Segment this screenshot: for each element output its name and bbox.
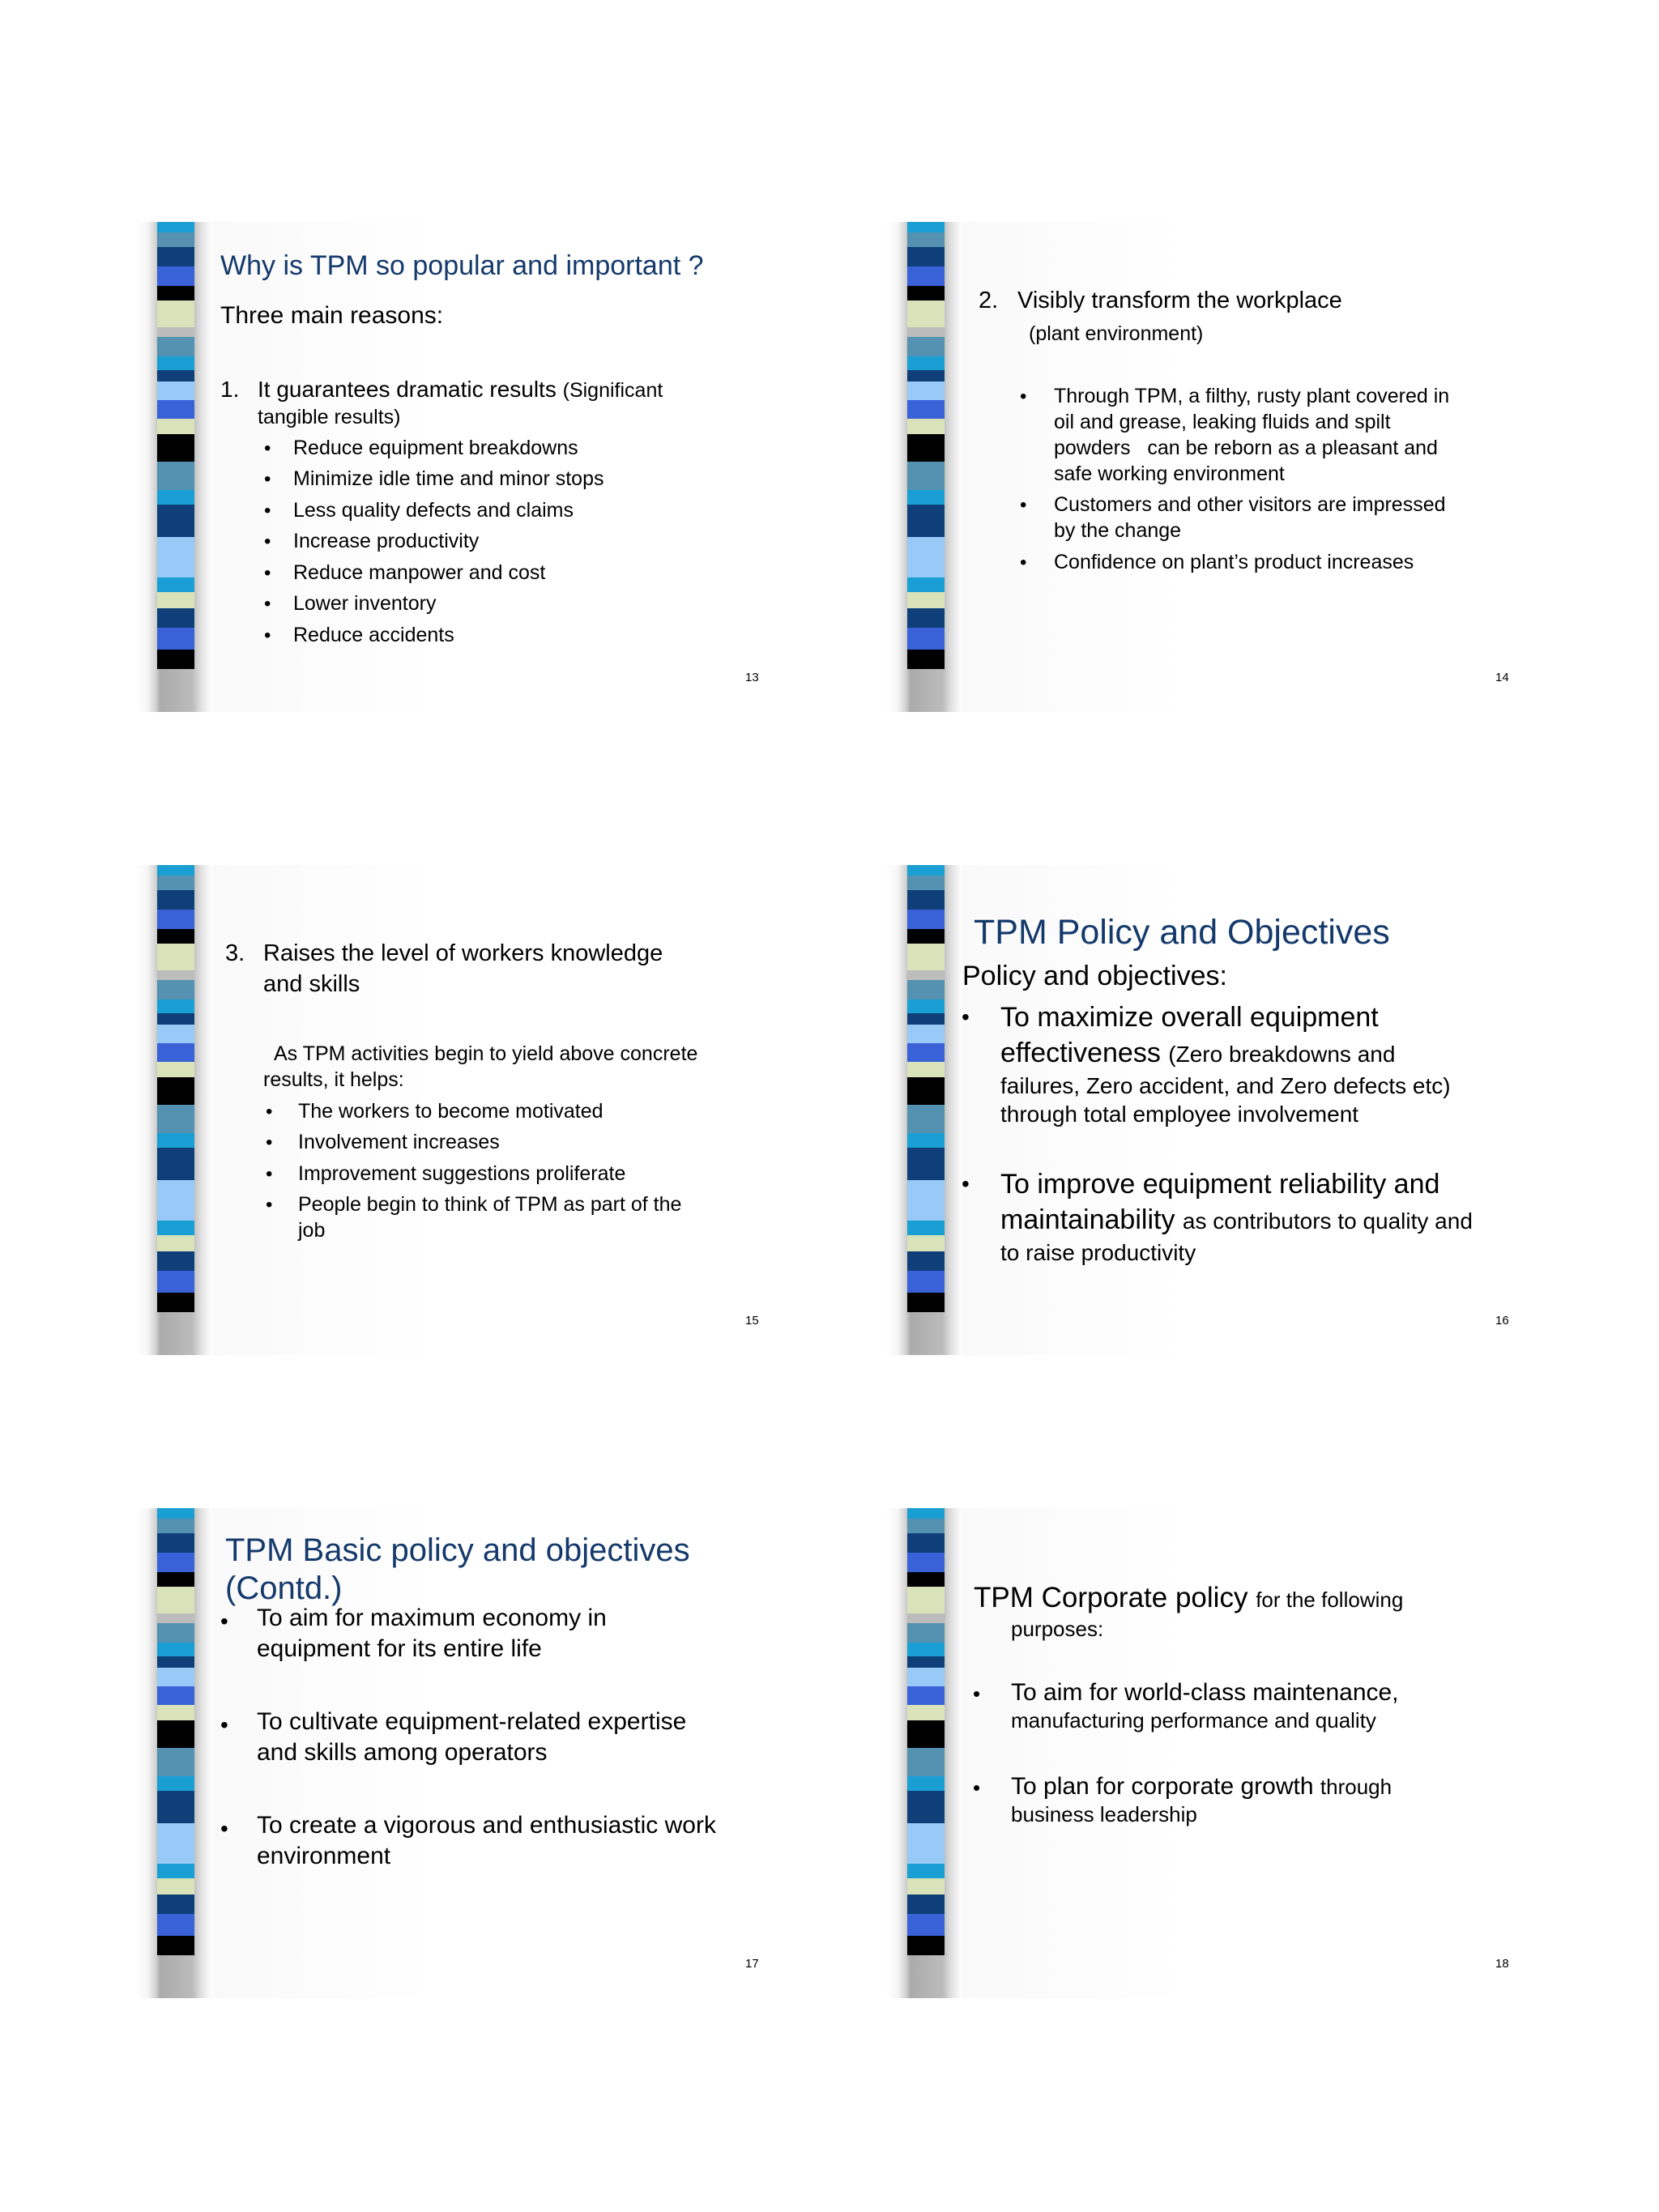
stripe-segment [907,999,945,1013]
stripe-segment [907,1090,945,1105]
stripe-segment [157,1572,194,1587]
objective-item: To create a vigorous and enthusiastic work [257,1812,716,1839]
stripe-segment [157,944,194,970]
slide-title: TPM Policy and Objectives [974,913,1390,952]
stripe-segment [157,1271,194,1293]
stripe-segment [157,337,194,356]
list-item: Minimize idle time and minor stops [293,467,604,490]
stripe-segment [907,381,945,400]
slide-heading [974,1581,1403,1615]
stripe-segment [157,1656,194,1668]
heading-strong: TPM Corporate policy [974,1582,1248,1613]
stripe-segment [157,1221,194,1235]
objective-note: as contributors to quality and [1182,1208,1473,1234]
objective-item: To aim for maximum economy in [257,1605,607,1631]
stripe-segment [907,1062,945,1077]
stripe-segment [157,1013,194,1025]
subtitle: Policy and objectives: [962,961,1227,991]
slide-15 [136,865,776,1355]
stripe-segment [907,559,945,578]
stripe-segment [157,910,194,929]
stripe-segment [157,381,194,400]
slide-title: Why is TPM so popular and important ? [220,250,704,281]
list-item: People begin to think of TPM as part of the [298,1193,682,1216]
stripe-segment [157,1587,194,1613]
stripe-segment [907,1148,945,1154]
stripe-segment [157,1025,194,1043]
slide-17 [136,1508,776,1998]
stripe-segment [907,1043,945,1062]
stripe-segment [907,1293,945,1312]
stripe-segment [907,1180,945,1202]
bullet: • [973,1775,981,1800]
list-item: Customers and other visitors are impressed [1054,493,1446,516]
stripe-segment [157,1043,194,1062]
heading-note: (Significant [562,379,663,402]
stripe-segment [907,1251,945,1271]
bullet: • [264,437,271,459]
stripe-segment [907,608,945,628]
list-item-continued: oil and grease, leaking fluids and spilt [1054,411,1391,433]
stripe-segment [907,1894,945,1914]
stripe-segment [907,222,945,232]
objective-item-continued [1000,1037,1395,1070]
stripe-bars [157,222,194,712]
list-item-heading [258,376,663,403]
stripe-segment [907,1643,945,1656]
stripe-segment [907,1235,945,1251]
list-item: Lower inventory [293,592,437,615]
stripe-bars [157,865,194,1355]
stripe-segment [907,1105,945,1133]
bullet: • [220,1609,228,1634]
bullet: • [264,593,271,615]
stripe-segment [907,1748,945,1776]
list-item: Reduce manpower and cost [293,561,546,584]
list-item-note: (plant environment) [1029,322,1204,345]
stripe-segment [907,266,945,286]
bullet: • [266,1194,273,1216]
stripe-segment [157,1845,194,1864]
stripe-segment [157,1293,194,1312]
bullet: • [264,500,271,522]
stripe-segment [157,1705,194,1720]
list-item: Improvement suggestions proliferate [298,1162,626,1185]
stripe-segment [907,1668,945,1686]
stripe-segment [907,1013,945,1025]
stripe-segment [907,419,945,434]
stripe-segment [157,1776,194,1791]
purpose-item-continued: business leadership [1011,1802,1197,1826]
stripe-segment [157,1894,194,1914]
stripe-segment [907,890,945,910]
stripe-segment [907,1797,945,1823]
stripe-segment [157,1823,194,1845]
list-item-continued: powders can be reborn as a pleasant and [1054,437,1438,459]
stripe-segment [157,1914,194,1936]
stripe-segment [907,490,945,505]
stripe-segment [157,1720,194,1733]
stripe-segment [157,1133,194,1148]
intro-text-continued: results, it helps: [263,1068,404,1091]
bullet: • [962,1171,970,1196]
stripe-segment [157,266,194,286]
bullet: • [266,1132,273,1153]
stripe-segment [157,490,194,505]
stripe-segment [157,970,194,980]
stripe-segment [157,592,194,608]
bullet: • [264,562,271,584]
bullet: • [220,1816,228,1841]
stripe-segment [157,505,194,511]
stripe-segment [157,1148,194,1154]
stripe-segment [157,511,194,537]
stripe-segment [157,400,194,419]
stripe-bars [907,1508,945,1998]
stripe-segment [157,1643,194,1656]
stripe-segment [157,1105,194,1133]
stripe-panel [136,865,212,1355]
stripe-segment [907,327,945,337]
stripe-segment [157,327,194,337]
list-item: Through TPM, a filthy, rusty plant covered in [1054,385,1450,407]
stripe-segment [907,337,945,356]
stripe-segment [157,232,194,247]
stripe-segment [907,300,945,327]
heading-note-continued: tangible results) [258,406,401,428]
stripe-segment [907,628,945,650]
list-item-continued: by the change [1054,519,1182,542]
list-item-heading: Visibly transform the workplace [1017,288,1342,313]
stripe-segment [157,537,194,559]
stripe-segment [907,1553,945,1572]
stripe-segment [907,286,945,300]
list-item-continued: job [298,1219,326,1242]
objective-item: To improve equipment reliability and [1000,1169,1440,1200]
stripe-bars [157,1508,194,1998]
list-item: The workers to become motivated [298,1100,603,1123]
slide-number: 15 [745,1314,759,1328]
stripe-segment [907,1613,945,1623]
stripe-segment [907,462,945,490]
stripe-segment [157,434,194,447]
stripe-segment [907,876,945,890]
slide-18 [886,1508,1526,1998]
stripe-segment [907,1823,945,1845]
stripe-segment [157,1797,194,1823]
stripe-segment [907,970,945,980]
slide-number: 17 [745,1957,759,1971]
stripe-segment [907,865,945,876]
stripe-segment [157,1090,194,1105]
list-item: Involvement increases [298,1131,500,1153]
purpose-note: through [1320,1775,1392,1799]
stripe-segment [157,876,194,890]
stripe-segment [157,419,194,434]
stripe-segment [907,650,945,669]
stripe-segment [907,1077,945,1090]
stripe-segment [907,447,945,462]
stripe-segment [157,578,194,592]
slide-number: 13 [745,671,759,684]
stripe-segment [907,370,945,381]
stripe-segment [907,356,945,370]
stripe-segment [157,447,194,462]
stripe-segment [907,929,945,944]
purpose-item [1011,1772,1392,1801]
stripe-segment [157,1613,194,1623]
objective-strong: effectiveness [1000,1038,1161,1068]
stripe-segment [157,1733,194,1748]
heading-note: for the following [1256,1588,1404,1612]
stripe-panel [886,1508,962,1998]
stripe-segment [907,1705,945,1720]
stripe-segment [907,400,945,419]
stripe-segment [157,1077,194,1090]
list-item-continued: safe working environment [1054,462,1285,485]
stripe-segment [157,462,194,490]
stripe-panel [886,865,962,1355]
stripe-segment [907,1572,945,1587]
stripe-segment [907,434,945,447]
purpose-item: To aim for world-class maintenance, [1011,1679,1399,1706]
stripe-segment [907,1878,945,1894]
stripe-segment [907,1025,945,1043]
stripe-segment [907,1271,945,1293]
objective-item-continued: equipment for its entire life [257,1635,542,1662]
stripe-segment [157,1936,194,1955]
stripe-segment [157,1180,194,1202]
stripe-segment [907,1776,945,1791]
list-item: Increase productivity [293,530,480,552]
stripe-segment [907,1864,945,1878]
subtitle: Three main reasons: [220,302,444,329]
stripe-segment [157,1686,194,1705]
stripe-segment [907,1936,945,1955]
bullet: • [1020,552,1027,573]
slide-14 [886,222,1526,712]
slide-16 [886,865,1526,1355]
bullet: • [266,1163,273,1185]
bullet: • [264,531,271,552]
list-number: 2. [979,288,999,313]
bullet: • [1020,494,1027,516]
stripe-segment [157,650,194,669]
stripe-segment [907,1133,945,1148]
slide-number: 16 [1495,1314,1509,1328]
list-item-heading-continued: and skills [263,971,360,997]
objective-item: To cultivate equipment-related expertise [257,1708,687,1735]
stripe-bars [907,865,945,1355]
stripe-segment [157,286,194,300]
stripe-segment [907,1587,945,1613]
stripe-segment [907,1154,945,1180]
stripe-segment [157,559,194,578]
objective-note-continued: failures, Zero accident, and Zero defects etc) [1000,1073,1451,1098]
list-item: Reduce accidents [293,624,454,646]
stripe-segment [157,356,194,370]
stripe-segment [157,1748,194,1776]
bullet: • [264,624,271,646]
stripe-segment [157,628,194,650]
stripe-segment [157,999,194,1013]
stripe-segment [157,1553,194,1572]
stripe-segment [157,300,194,327]
objective-item-continued: environment [257,1843,391,1869]
heading-strong: It guarantees dramatic results [258,377,557,402]
stripe-segment [907,1845,945,1864]
stripe-segment [907,1656,945,1668]
objective-note: (Zero breakdowns and [1168,1042,1396,1067]
stripe-segment [907,1686,945,1705]
list-number: 1. [220,377,240,402]
stripe-segment [907,944,945,970]
stripe-segment [157,608,194,628]
stripe-segment [907,1508,945,1519]
stripe-segment [907,1533,945,1553]
bullet: • [1020,386,1027,407]
stripe-segment [907,1519,945,1533]
slide-13 [136,222,776,712]
stripe-segment [157,1533,194,1553]
stripe-segment [157,1623,194,1643]
objective-strong: maintainability [1000,1204,1175,1235]
slide-title-continued: (Contd.) [225,1571,343,1606]
purpose-item-continued: manufacturing performance and quality [1011,1708,1376,1733]
objective-item-continued [1000,1204,1473,1237]
stripe-segment [907,1733,945,1748]
bullet: • [962,1004,970,1029]
bullet: • [266,1101,273,1123]
stripe-segment [157,222,194,232]
objective-item: To maximize overall equipment [1000,1002,1379,1033]
intro-text: As TPM activities begin to yield above concrete [274,1042,698,1065]
list-item: Confidence on plant’s product increases [1054,551,1414,573]
stripe-segment [907,1791,945,1797]
stripe-segment [157,1154,194,1180]
stripe-segment [157,247,194,266]
slide-number: 18 [1495,1957,1509,1971]
stripe-segment [907,537,945,559]
stripe-segment [907,511,945,537]
stripe-segment [157,1519,194,1533]
stripe-segment [157,929,194,944]
purpose-strong: To plan for corporate growth [1011,1773,1314,1800]
slide-number: 14 [1495,671,1509,684]
stripe-segment [157,1791,194,1797]
stripe-segment [907,505,945,511]
list-number: 3. [225,940,245,966]
stripe-segment [907,1623,945,1643]
stripe-segment [907,247,945,266]
stripe-segment [157,1668,194,1686]
stripe-segment [907,232,945,247]
stripe-segment [907,1720,945,1733]
objective-item-continued: and skills among operators [257,1739,548,1766]
stripe-panel [886,222,962,712]
objective-note-continued: to raise productivity [1000,1240,1196,1265]
stripe-segment [157,1864,194,1878]
heading-note-continued: purposes: [1011,1617,1104,1641]
stripe-segment [157,1062,194,1077]
list-item: Reduce equipment breakdowns [293,437,578,459]
stripe-panel [136,222,212,712]
stripe-segment [907,578,945,592]
list-item-heading: Raises the level of workers knowledge [263,940,663,966]
stripe-segment [157,1235,194,1251]
stripe-segment [157,865,194,876]
stripe-segment [907,1202,945,1221]
stripe-segment [157,980,194,999]
bullet: • [220,1712,228,1737]
stripe-segment [157,890,194,910]
objective-note-continued: through total employee involvement [1000,1102,1359,1127]
stripe-segment [157,1202,194,1221]
stripe-segment [157,1878,194,1894]
stripe-segment [907,980,945,999]
stripe-segment [157,1508,194,1519]
slide-title: TPM Basic policy and objectives [225,1532,690,1568]
stripe-segment [907,1914,945,1936]
stripe-segment [907,592,945,608]
bullet: • [264,468,271,490]
stripe-bars [907,222,945,712]
stripe-panel [136,1508,212,1998]
stripe-segment [157,370,194,381]
list-item: Less quality defects and claims [293,499,574,522]
stripe-segment [157,1251,194,1271]
stripe-segment [907,1221,945,1235]
stripe-segment [907,910,945,929]
bullet: • [973,1681,981,1706]
